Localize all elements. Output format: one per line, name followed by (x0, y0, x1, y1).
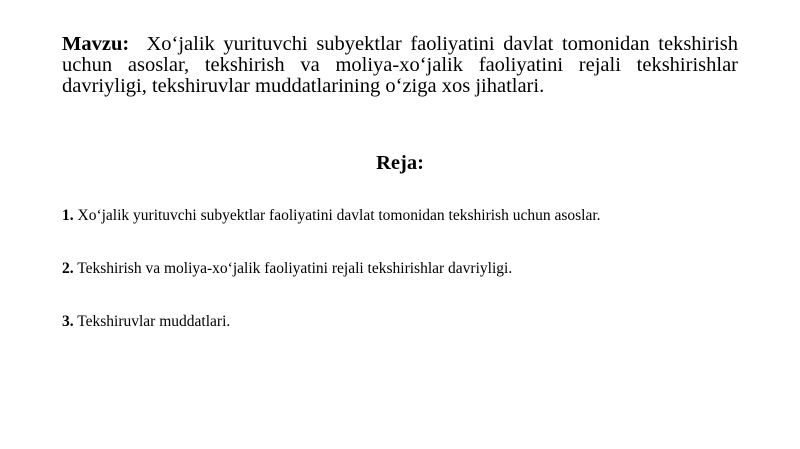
plan-title: Reja: (376, 152, 424, 174)
plan-item-text: Tekshiruvlar muddatlari. (77, 313, 231, 330)
topic-text: Xo‘jalik yurituvchi subyektlar faoliyatini davlat tomonidan tekshirish uchun asoslar, tekshirish va moliya-xo‘jalik faoliyatini rejali tekshirishlar davriyligi, tekshiruvlar muddatlarining o‘ziga xos jihatlari. (62, 33, 739, 97)
plan-item (62, 260, 512, 278)
plan-item-number: 3. (62, 313, 74, 330)
plan-item-number: 2. (62, 260, 74, 277)
plan-item (62, 313, 230, 331)
topic-paragraph (62, 34, 738, 97)
plan-item-number: 1. (62, 207, 74, 224)
plan-item-text: Xo‘jalik yurituvchi subyektlar faoliyatini davlat tomonidan tekshirish uchun asoslar. (77, 207, 601, 224)
topic-label: Mavzu: (62, 33, 130, 55)
plan-item (62, 207, 601, 225)
plan-item-text: Tekshirish va moliya-xo‘jalik faoliyatini rejali tekshirishlar davriyligi. (77, 260, 513, 277)
